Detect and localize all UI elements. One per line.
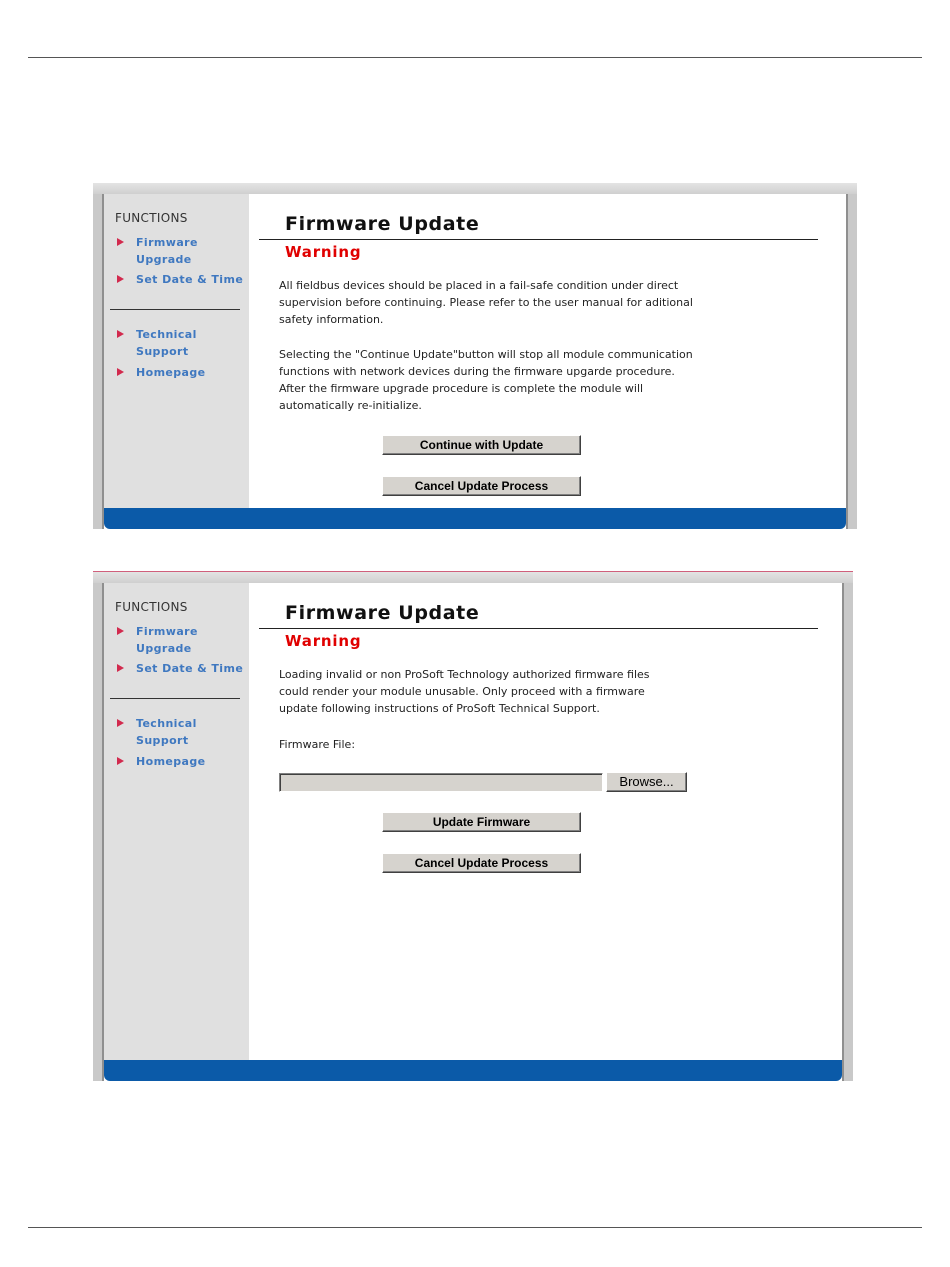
continue-update-button[interactable]: Continue with Update xyxy=(382,435,581,455)
sidebar-item-technical-support[interactable] xyxy=(115,715,245,749)
arrow-right-icon xyxy=(117,757,124,765)
page-top-rule xyxy=(28,57,922,58)
page-title: Firmware Update xyxy=(285,602,480,624)
procedure-paragraph: Selecting the "Continue Update"button will stop all module communication functions with network devices during the firmware upgarde procedure. After the firmware upgrade procedure is complete the module will automatically re-initialize. xyxy=(279,348,693,412)
page-title: Firmware Update xyxy=(285,213,480,235)
sidebar-item-label: Technical xyxy=(136,328,197,341)
safety-paragraph: All fieldbus devices should be placed in a fail-safe condition under direct supervision before continuing. Please refer to the user manual for aditional safety information. xyxy=(279,279,693,326)
title-divider xyxy=(259,239,818,240)
sidebar-item-firmware-upgrade[interactable] xyxy=(115,623,245,657)
sidebar-divider xyxy=(110,309,240,310)
sidebar-item-label: Set Date & Time xyxy=(136,273,244,286)
browser-frame xyxy=(102,194,848,529)
arrow-right-icon xyxy=(117,627,124,635)
firmware-file-label: Firmware File: xyxy=(279,738,356,751)
firmware-file-input[interactable] xyxy=(279,773,603,792)
browse-button[interactable]: Browse... xyxy=(606,772,687,792)
browser-top-strip xyxy=(93,572,853,583)
sidebar-heading: FUNCTIONS xyxy=(115,211,188,225)
sidebar-item-label: Upgrade xyxy=(136,642,192,655)
warning-paragraph: Loading invalid or non ProSoft Technology authorized firmware files could render your module unusable. Only proceed with a firmware update following instructions of ProSoft Technical Support. xyxy=(279,668,650,715)
page-bottom-rule xyxy=(28,1227,922,1228)
sidebar-item-label: Homepage xyxy=(136,755,206,768)
arrow-right-icon xyxy=(117,238,124,246)
footer-bar xyxy=(104,508,846,529)
arrow-right-icon xyxy=(117,664,124,672)
warning-heading: Warning xyxy=(285,243,362,261)
main-content xyxy=(249,194,846,508)
footer-bar xyxy=(104,1060,842,1081)
arrow-right-icon xyxy=(117,330,124,338)
sidebar xyxy=(104,194,249,508)
sidebar-item-firmware-upgrade[interactable] xyxy=(115,234,245,268)
cancel-update-button[interactable]: Cancel Update Process xyxy=(382,853,581,873)
title-divider xyxy=(259,628,818,629)
sidebar-item-technical-support[interactable] xyxy=(115,326,245,360)
sidebar-item-label: Set Date & Time xyxy=(136,662,244,675)
sidebar-item-homepage[interactable] xyxy=(115,753,245,770)
sidebar-item-label: Technical xyxy=(136,717,197,730)
sidebar-item-label: Firmware xyxy=(136,625,198,638)
sidebar-item-label: Homepage xyxy=(136,366,206,379)
sidebar-item-homepage[interactable] xyxy=(115,364,245,381)
screenshot-firmware-warning xyxy=(93,183,857,529)
sidebar xyxy=(104,583,249,1060)
browser-top-strip xyxy=(93,183,857,194)
sidebar-item-label: Upgrade xyxy=(136,253,192,266)
cancel-update-button[interactable]: Cancel Update Process xyxy=(382,476,581,496)
browser-frame xyxy=(102,583,844,1081)
sidebar-heading: FUNCTIONS xyxy=(115,600,188,614)
sidebar-item-set-date-time[interactable] xyxy=(115,660,245,677)
update-firmware-button[interactable]: Update Firmware xyxy=(382,812,581,832)
screenshot-firmware-file-select xyxy=(93,571,853,1081)
main-content xyxy=(249,583,842,1060)
sidebar-item-set-date-time[interactable] xyxy=(115,271,245,288)
sidebar-divider xyxy=(110,698,240,699)
warning-heading: Warning xyxy=(285,632,362,650)
arrow-right-icon xyxy=(117,719,124,727)
sidebar-item-label: Firmware xyxy=(136,236,198,249)
arrow-right-icon xyxy=(117,368,124,376)
sidebar-item-label: Support xyxy=(136,345,189,358)
sidebar-item-label: Support xyxy=(136,734,189,747)
arrow-right-icon xyxy=(117,275,124,283)
